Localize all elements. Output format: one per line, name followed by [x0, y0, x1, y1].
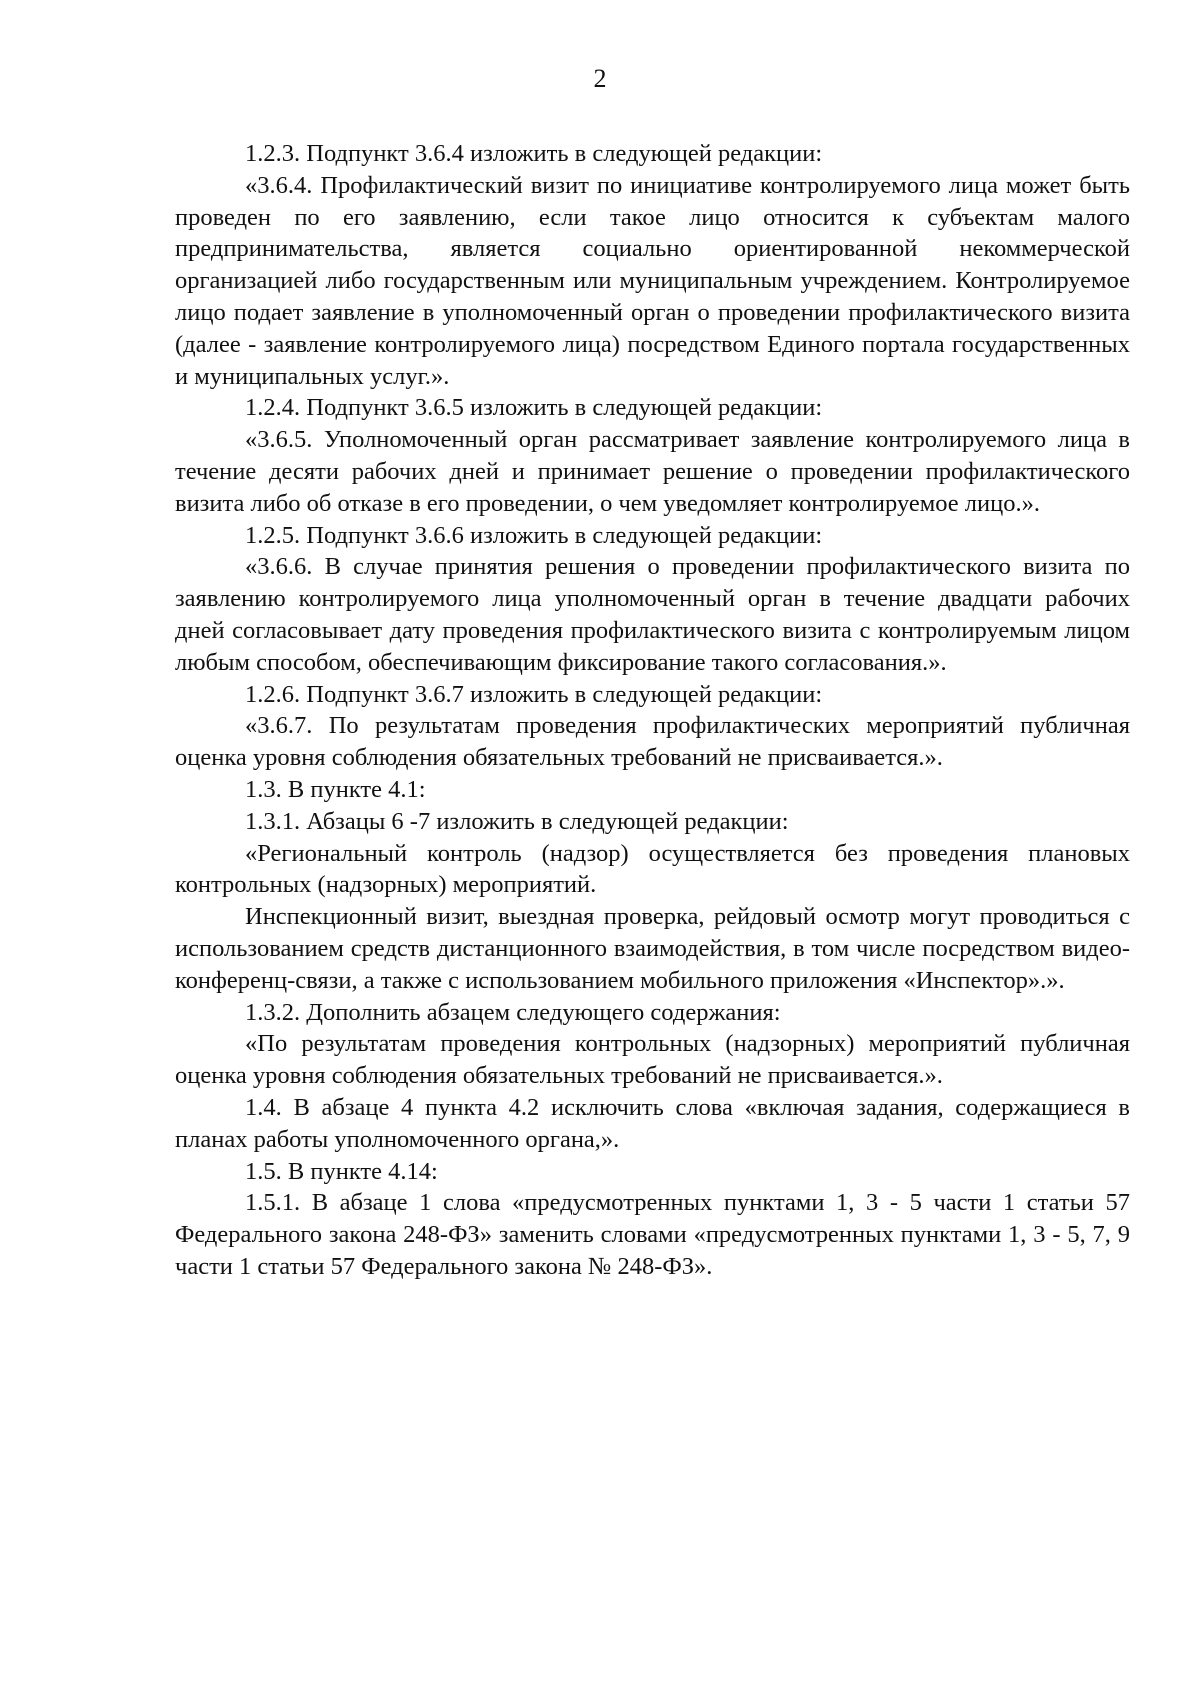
page-number: 2	[593, 64, 607, 93]
paragraph-1-4: 1.4. В абзаце 4 пункта 4.2 исключить слова «включая задания, содержащиеся в планах работы уполномоченного органа,».	[175, 1093, 1130, 1153]
paragraph-3-6-4: «3.6.4. Профилактический визит по инициативе контролируемого лица может быть проведен по его заявлению, если такое лицо относится к субъектам малого предпринимательства, является социально ориентированной некоммерческой организацией либо государственным или муниципальным учреждением. Контролируемое лицо подает заявление в уполномоченный орган о проведении профилактического визита (далее - заявление контролируемого лица) посредством Единого портала государственных и муниципальных услуг.».	[175, 171, 1130, 390]
document-body	[175, 138, 1130, 1283]
paragraph-1-3: 1.3. В пункте 4.1:	[245, 775, 426, 803]
paragraph-1-5: 1.5. В пункте 4.14:	[245, 1157, 438, 1185]
paragraph-inspection-visit: Инспекционный визит, выездная проверка, рейдовый осмотр могут проводиться с использованием средств дистанционного взаимодействия, в том числе посредством видео-конференц-связи, а также с использованием мобильного приложения «Инспектор».».	[175, 903, 1130, 994]
paragraph-1-3-1: 1.3.1. Абзацы 6 -7 изложить в следующей редакции:	[245, 807, 789, 835]
paragraph-3-6-7: «3.6.7. По результатам проведения профилактических мероприятий публичная оценка уровня соблюдения обязательных требований не присваивается.».	[175, 712, 1130, 772]
paragraph-1-5-1: 1.5.1. В абзаце 1 слова «предусмотренных пунктами 1, 3 - 5 части 1 статьи 57 Федерального закона 248-ФЗ» заменить словами «предусмотренных пунктами 1, 3 - 5, 7, 9 части 1 статьи 57 Федерального закона № 248-ФЗ».	[175, 1189, 1130, 1280]
paragraph-1-2-6: 1.2.6. Подпункт 3.6.7 изложить в следующей редакции:	[245, 680, 823, 708]
paragraph-1-2-3: 1.2.3. Подпункт 3.6.4 изложить в следующей редакции:	[245, 140, 823, 167]
paragraph-3-6-6: «3.6.6. В случае принятия решения о проведении профилактического визита по заявлению контролируемого лица уполномоченный орган в течение двадцати рабочих дней согласовывает дату проведения профилактического визита с контролируемым лицом любым способом, обеспечивающим фиксирование такого согласования.».	[175, 553, 1130, 676]
paragraph-1-2-5: 1.2.5. Подпункт 3.6.6 изложить в следующей редакции:	[245, 521, 823, 549]
paragraph-results-assessment: «По результатам проведения контрольных (надзорных) мероприятий публичная оценка уровня соблюдения обязательных требований не присваивается.».	[175, 1030, 1130, 1090]
paragraph-3-6-5: «3.6.5. Уполномоченный орган рассматривает заявление контролируемого лица в течение десяти рабочих дней и принимает решение о проведении профилактического визита либо об отказе в его проведении, о чем уведомляет контролируемое лицо.».	[175, 426, 1130, 517]
paragraph-1-3-2: 1.3.2. Дополнить абзацем следующего содержания:	[245, 998, 781, 1026]
paragraph-1-2-4: 1.2.4. Подпункт 3.6.5 изложить в следующей редакции:	[245, 394, 823, 422]
paragraph-regional-control: «Региональный контроль (надзор) осуществляется без проведения плановых контрольных (надзорных) мероприятий.	[175, 839, 1130, 899]
